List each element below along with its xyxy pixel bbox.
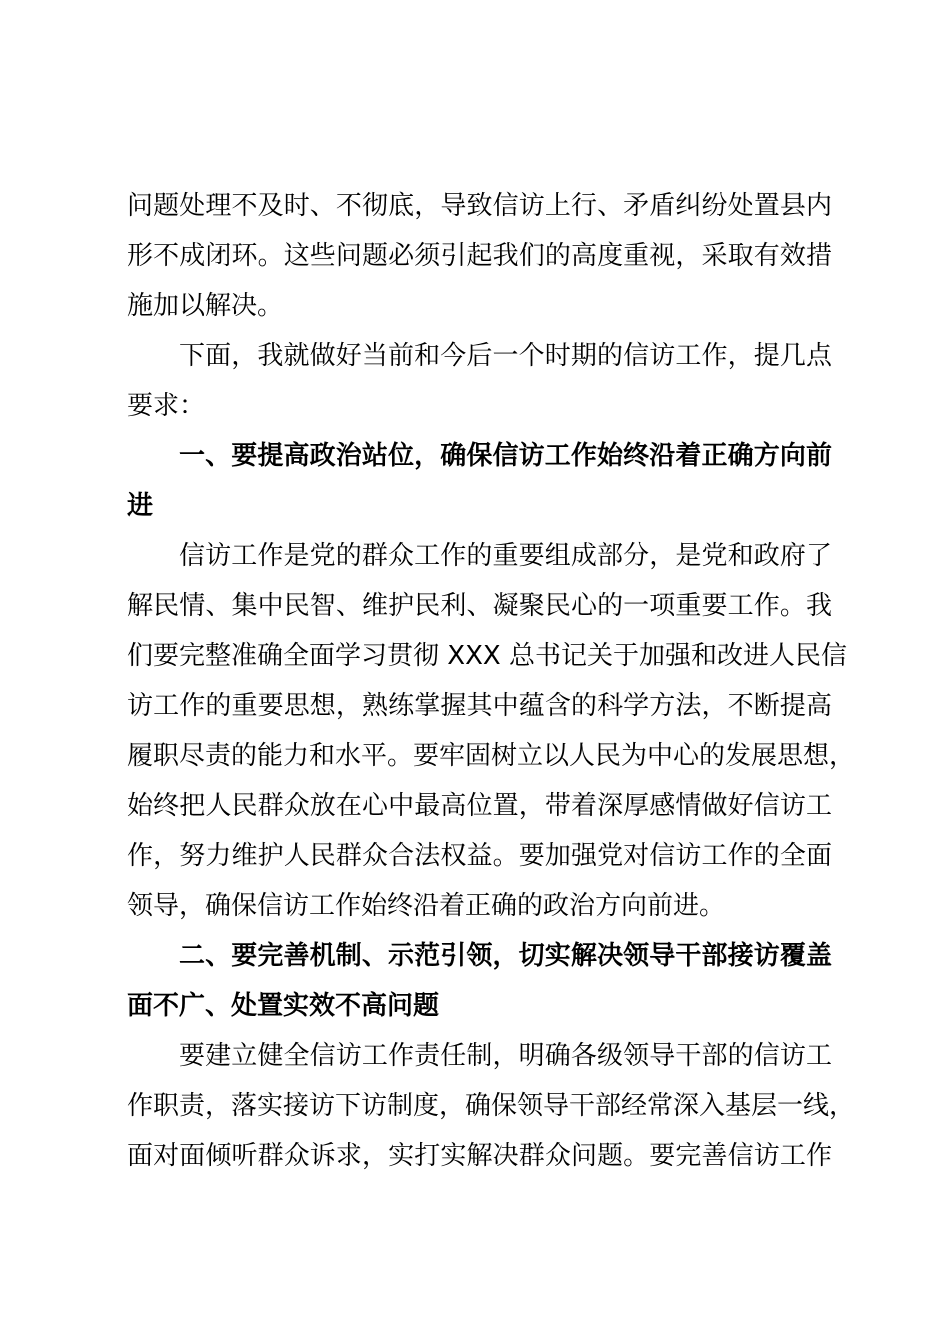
section-heading-line: 一、要提高政治站位，确保信访工作始终沿着正确方向前 (179, 441, 832, 471)
text-line: 形不成闭环。这些问题必须引起我们的高度重视，采取有效措 (127, 241, 832, 271)
text-line: 们要完整准确全面学习贯彻 XXX 总书记关于加强和改进人民信 (127, 641, 847, 671)
text-line: 领导，确保信访工作始终沿着正确的政治方向前进。 (127, 891, 726, 921)
text-line: 要建立健全信访工作责任制，明确各级领导干部的信访工 (179, 1041, 832, 1071)
text-line: 下面，我就做好当前和今后一个时期的信访工作，提几点 (179, 341, 832, 371)
section-heading-line: 进 (127, 491, 154, 521)
text-line: 履职尽责的能力和水平。要牢固树立以人民为中心的发展思想， (127, 741, 856, 771)
text-line: 施加以解决。 (127, 291, 284, 321)
text-line: 信访工作是党的群众工作的重要组成部分，是党和政府了 (179, 541, 832, 571)
text-line: 作职责，落实接访下访制度，确保领导干部经常深入基层一线， (127, 1091, 856, 1121)
text-line: 始终把人民群众放在心中最高位置，带着深厚感情做好信访工 (127, 791, 832, 821)
text-line: 要求： (127, 391, 206, 421)
text-line: 面对面倾听群众诉求，实打实解决群众问题。要完善信访工作 (127, 1141, 832, 1171)
text-line: 访工作的重要思想，熟练掌握其中蕴含的科学方法，不断提高 (127, 691, 832, 721)
text-line: 作，努力维护人民群众合法权益。要加强党对信访工作的全面 (127, 841, 832, 871)
text-line: 解民情、集中民智、维护民利、凝聚民心的一项重要工作。我 (127, 591, 832, 621)
section-heading-line: 二、要完善机制、示范引领，切实解决领导干部接访覆盖 (179, 941, 832, 971)
text-line: 问题处理不及时、不彻底，导致信访上行、矛盾纠纷处置县内 (127, 191, 832, 221)
section-heading-line: 面不广、处置实效不高问题 (127, 991, 440, 1021)
